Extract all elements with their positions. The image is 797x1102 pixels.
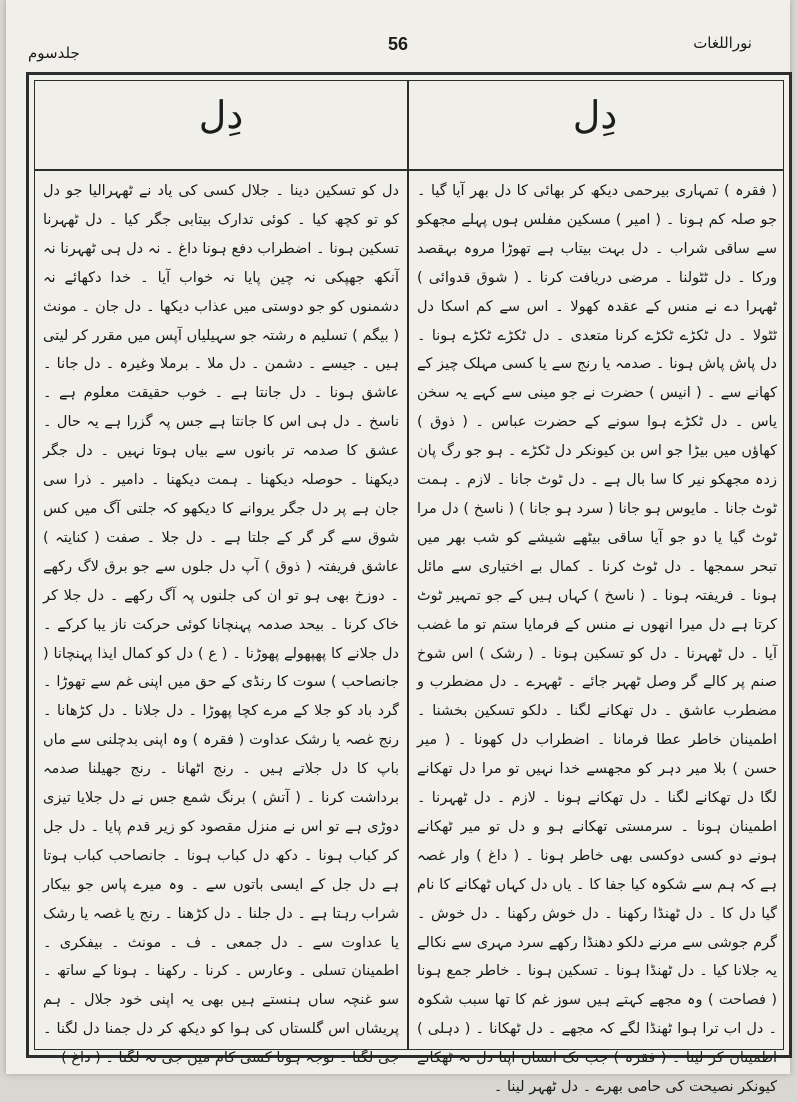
- book-title: نوراللغات: [693, 34, 752, 52]
- title-row: [35, 81, 783, 171]
- column-divider: [407, 81, 409, 1049]
- page-frame: [26, 72, 792, 1096]
- right-column-text: [417, 177, 777, 1096]
- dictionary-page: [6, 0, 790, 1096]
- right-column-title: دِل: [572, 93, 618, 137]
- right-column-body: ( فقرہ ) تمہاری بیرحمی دیکھ کر بھائی کا دل بھر آیا گیا ۔ جو صلہ کم ہونا ۔ ( امیر ) مسکین مفلس ہوں پہلے مجھکو سے ساقی شراب ۔ دل بہت بیتاب ہے تھوڑا مروہ بہقصد ورکا ۔ دل ٹٹولنا ۔ مرضی دریافت کرنا ۔ ( شوق قدوائی ) ٹھہرا دے نے منس کے عقدہ کھولا ۔ اس سے کم اسکا دل ٹٹولا ۔ دل ٹکڑے ٹکڑے کرنا متعدی ۔ دل ٹکڑے ٹکڑے ہونا ۔ دل پاش پاش ہونا ۔ صدمہ یا رنج سے یا کسی مہلک چیز کے کھانے سے ۔ ( انیس ) حضرت نے جو مینی سے کہے یہ سخن یاس ۔ دل ٹکڑے ہوا سونے کے حضرت عباس ۔ ( ذوق ) کھاؤں میں بیڑا جو اس بن کیونکر دل ٹکڑے ۔ ہو جو رگ پان زدہ مجھکو نیر کا سا بال ہے ۔ دل ٹوٹ جانا ۔ لازم ۔ ہمت ٹوٹ جانا ۔ مایوس ہو جانا ( سرد ہو جانا ) ( ناسخ ) دل مرا ٹوٹ گیا یا دو جو آیا ساقی بیٹھے شیشے کو شب بھر میں تبحر سمجھا ۔ دل ٹوٹ کرنا ۔ کمال بے اختیاری سے مائل ہونا ۔ فریفتہ ہونا ۔ ( ناسخ ) کہاں ہیں کے جو تمہیر ٹوٹ کرتا ہے دل میرا انھوں نے منس کے فرمایا ستم تو ما غضب آیا ۔ دل ٹھہرنا ۔ دل کو تسکین ہونا ۔ ( رشک ) اس شوخ صنم پر کالے گر وصل ٹھہر جائے ۔ ٹھہرے ۔ دل مضطرب و مضطرب عاشق ۔ دل تھکانے لگنا ۔ دلکو تسکین بخشنا ۔ اطمینان خاطر عطا فرمانا ۔ اضطراب دل کھونا ۔ ( میر حسن ) بلا میر دہر کو مجھسے خدا نہیں تو مرا دل تھکانے لگا دل تھکانے لگنا ۔ دل تھکانے ہونا ۔ لازم ۔ دل ٹھہرنا ۔ اطمینان ہونا ۔ سرمستی تھکانے ہو و دل تو میر ٹھکانے ہونے دو کسی دوکسی بھی خاطر ہونا ۔ ( داغ ) وار غصہ ہے کہ ہم سے شکوہ کیا جفا کا ۔ یاں دل کہاں ٹھکانے کا نام گیا دل کا ۔ دل ٹھنڈا رکھنا ۔ دل خوش رکھنا ۔ دل خوش ۔ گرم جوشی سے مرنے دلکو دھنڈا رکھے سرد مہری سے نکالے یہ جلانا کیا ۔ دل ٹھنڈا ہونا ۔ تسکین ہونا ۔ خاطر جمع ہونا ( فصاحت ) وہ مجھے کہتے ہیں سوز غم کا تھا سبب شکوہ ۔ دل اب ترا ہوا ٹھنڈا لگے کہ مجھے ۔ دل ٹھکانا ۔ ( دہلی ) اطمینان کر لینا ۔ ( فقرہ ) جب تک انسان اپنا دل نہ ٹھکانے کیونکر نصیحت کی حامی بھرے ۔ دل ٹھہر لینا ۔: [417, 183, 777, 1096]
- left-column-title: دِل: [198, 93, 244, 137]
- volume-label: جلدسوم: [28, 44, 80, 62]
- page-number: 56: [387, 34, 409, 54]
- page-frame-inner: [34, 80, 784, 1096]
- left-column-text: [43, 177, 399, 1067]
- left-column-body: دل کو تسکین دینا ۔ جلال کسی کی یاد نے ٹھہرالیا جو دل کو تو کچھ کیا ۔ کوئی تدارک بیتابی جگر کیا ۔ دل ٹھہرنا تسکین ہونا ۔ اضطراب دفع ہونا داغ ۔ نہ دل ہی ٹھہرنا نہ آنکھ جھپکی نہ چین پایا نہ خواب آیا ۔ خدا دکھائے نہ دشمنوں کو جو دوستی میں عذاب دیکھا ۔ دل جان ۔ مونث ( بیگم ) تسلیم ہ رشتہ جو سہیلیاں آپس میں مقرر کر لیتی ہیں ۔ جیسے ۔ دشمن ۔ دل ملا ۔ برملا وغیرہ ۔ دل جانا ۔ عاشق ہونا ۔ دل جانتا ہے ۔ خوب حقیقت معلوم ہے ۔ ناسخ ۔ دل ہی اس کا جانتا ہے جس پہ گزرا ہے یہ حال ۔ عشق کا صدمہ تر بانوں سے بیاں ہوتا نہیں ۔ دل جگر دیکھنا ۔ حوصلہ دیکھنا ۔ ہمت دیکھنا ۔ دامیر ۔ ذرا سی جان ہے پر دل جگر یروانے کا دیکھو کہ جلتی آگ میں کس شوق سے گر گر کے جلتا ہے ۔ دل جلا ۔ صفت ( کنایتہ ) عاشق فریفتہ ( ذوق ) آپ دل جلوں سے جو برق لاگ رکھے ۔ دوزخ بھی ہو تو ان کی جلنوں پہ آگ رکھے ۔ دل جلا کر خاک کرنا ۔ بیحد صدمہ پہنچانا کوئی حرکت ناز یبا کرکے ۔ دل جلانے کا پھپھولے پھوڑنا ۔ ( ع ) دل کو کمال ایذا پہنچانا ( جانصاحب ) سوت کا رنڈی کے حق میں اپنی غم سے تھوڑا ۔ گرد باد کو جلا کے مرے کچا پھوڑا ۔ دل جلانا ۔ دل کڑھانا ۔ رنج غصہ یا رشک عداوت ( فقرہ ) وہ اپنی بدچلنی سے ماں باپ کا دل جلاتے ہیں ۔ رنج اٹھانا ۔ رنج جھیلنا صدمہ برداشت کرنا ۔ ( آتش ) برنگ شمع جس نے دل جلایا تیزی دوڑی ہے تو اس نے منزل مقصود کو زیر قدم پایا ۔ دل جل کر کباب ہونا ۔ دکھ دل کباب ہونا ۔ جانصاحب کباب ہوتا ہے دل جل کے ایسی باتوں سے ۔ وہ میرے پاس جو بیکار شراب رہتا ہے ۔ دل جلنا ۔ دل کڑھنا ۔ رنج یا غصہ یا رشک یا عداوت سے ۔ دل جمعی ۔ ف ۔ مونث ۔ بیفکری ۔ اطمینان تسلی ۔ وعارس ۔ کرنا ۔ رکھنا ۔ ہونا کے ساتھ ۔ سو غنچہ ساں ہنستے ہیں بھی یہ اپنی خود جلال ۔ ہم پریشاں اس گلستاں کی ہوا کو دیکھ کر دل جمنا دل لگنا ۔ جی لگنا ۔ توجہ ہونا کسی کام میں جی نہ لگنا ۔ ( داغ ): [43, 183, 399, 1067]
